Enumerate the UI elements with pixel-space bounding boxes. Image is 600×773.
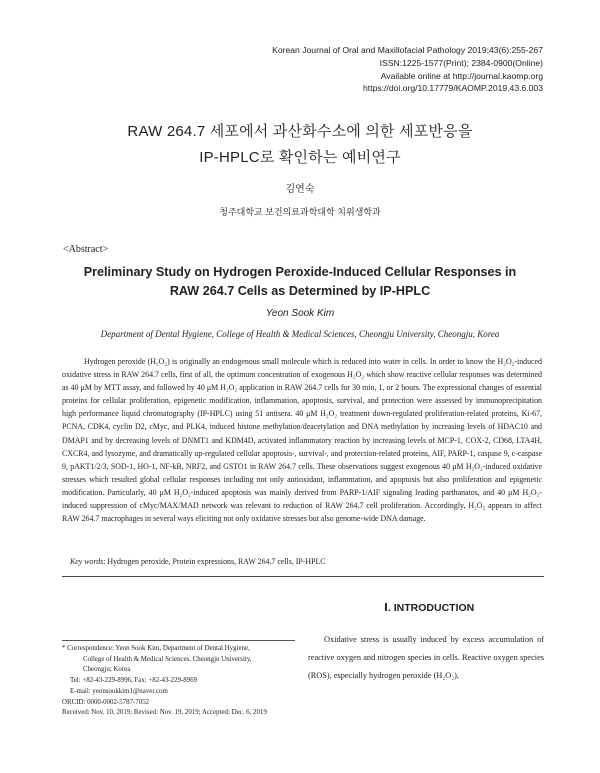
english-title-line-1: Preliminary Study on Hydrogen Peroxide-Induced Cellular Responses in [83,265,517,279]
keywords-list: : Hydrogen peroxide, Protein expressions, RAW 264.7 cells, IP-HPLC [103,557,326,566]
journal-doi[interactable]: https://doi.org/10.17779/KAOMP.2019.43.6.003 [363,83,543,94]
affiliation-english: Department of Dental Hygiene, College of Health & Medical Sciences, Cheongju University, Cheongju, Korea [100,329,500,339]
korean-title-line-2: IP-HPLC로 확인하는 예비연구 [199,149,401,166]
correspondence-footnote [62,644,298,719]
abstract-divider [62,576,544,577]
author-korean: 김연숙 [285,184,315,195]
footnote-orcid: ORCID: 0000-0002-5787-7052 [62,698,150,706]
author-english: Yeon Sook Kim [265,308,335,319]
abstract-label: <Abstract> [63,244,109,255]
footnote-address-1: College of Health & Medical Sciences, Cheongju University, [83,655,252,663]
journal-header [272,44,543,95]
footnote-divider [62,640,295,641]
keywords-label: Key words [70,557,104,566]
footnote-email[interactable]: E-mail: yeonsookkim1@naver.com [70,687,168,695]
introduction-heading: Ⅰ. INTRODUCTION [384,602,475,614]
keywords [70,557,326,566]
introduction-text: Oxidative stress is usually induced by excess accumulation of reactive oxygen and nitrogen species in cells. Reactive oxygen species (ROS), especially hydrogen peroxide (H₂O₂), [308,635,544,680]
footnote-correspondence: * Correspondence: Yeon Sook Kim, Department of Dental Hygiene, [62,645,250,652]
journal-issn: ISSN:1225-1577(Print); 2384-0900(Online) [379,57,543,68]
abstract-text: Hydrogen peroxide (H₂O₂) is originally an endogenous small molecule which is reduced into water in cells. In order to know the H₂O₂-induced oxidative stress in RAW 264.7 cells, first of all, the optimum concentration of exogenous H₂O₂ which show reactive cellular responses was determined as 40 μM by MTT assay, and followed by 40 μM H₂O₂ application in RAW 264.7 cells for 30 min, 1, or 2 hours. The expressional changes of essential proteins for cellular proliferation, epigenetic modification, inflammation, apoptosis, survival, and protection were assessed by immunoprecipitation high performance liquid chromatography (IP-HPLC) using 51 antisera. 40 μM H₂O₂ treatment down-regulated proliferation-related proteins, Ki-67, PCNA, CDK4, cyclin D2, cMyc, and PLK4, induced histone methylation/deacetylation and DNA methylation by increasing levels of HDAC10 and DMAP1 and by decreasing levels of DNMT1 and KDM4D, activated inflammatory reaction by increasing levels of MCP-1, COX-2, CD68, LTA4H, CXCR4, and lysozyme, and dramatically up-regulated cellular apoptosis-, survival-, and protection-related proteins, AIF, PARP-1, caspase 9, c-caspase 9, pAKT1/2/3, SOD-1, HO-1, NF-kB, NRF2, and GSTO1 in RAW 264.7 cells. These observations suggest exogenous 40 μM H₂O₂-induced oxidative stresses which resulted global cellular responses including not only antioxidant, inflammation, and apoptosis but also proliferation and epigenetic modification. Particularly, 40 μM H₂O₂-induced apoptosis was mainly derived from PARP-1/AIF signaling leading parthanatos, and 40 μM H₂O₂-induced suppression of cMyc/MAX/MAD network was relevant to reduction of RAW 264.7 cell proliferation. Accordingly, H₂O₂ appears to affect RAW 264.7 macrophages in several ways eliciting not only oxidative stresses but also genome-wide DNA damage. [62,357,542,524]
korean-title-line-1: RAW 264.7 세포에서 과산화수소에 의한 세포반응을 [127,123,473,140]
journal-url[interactable]: Available online at http://journal.kaomp.org [380,70,543,81]
journal-citation: Korean Journal of Oral and Maxillofacial Pathology 2019;43(6):255-267 [272,45,543,55]
footnote-address-2: Cheongju; Korea [83,666,131,674]
affiliation-korean: 청주대학교 보건의료과학대학 치위생학과 [219,207,381,217]
footnote-phone: Tel: +82-43-229-8996, Fax: +82-43-229-8969 [70,677,198,685]
english-title-line-2: RAW 264.7 Cells as Determined by IP-HPLC [169,284,431,298]
footnote-dates: Received: Nov. 10, 2019; Revised: Nov. 19, 2019; Accepted: Dec. 6, 2019 [62,709,267,717]
